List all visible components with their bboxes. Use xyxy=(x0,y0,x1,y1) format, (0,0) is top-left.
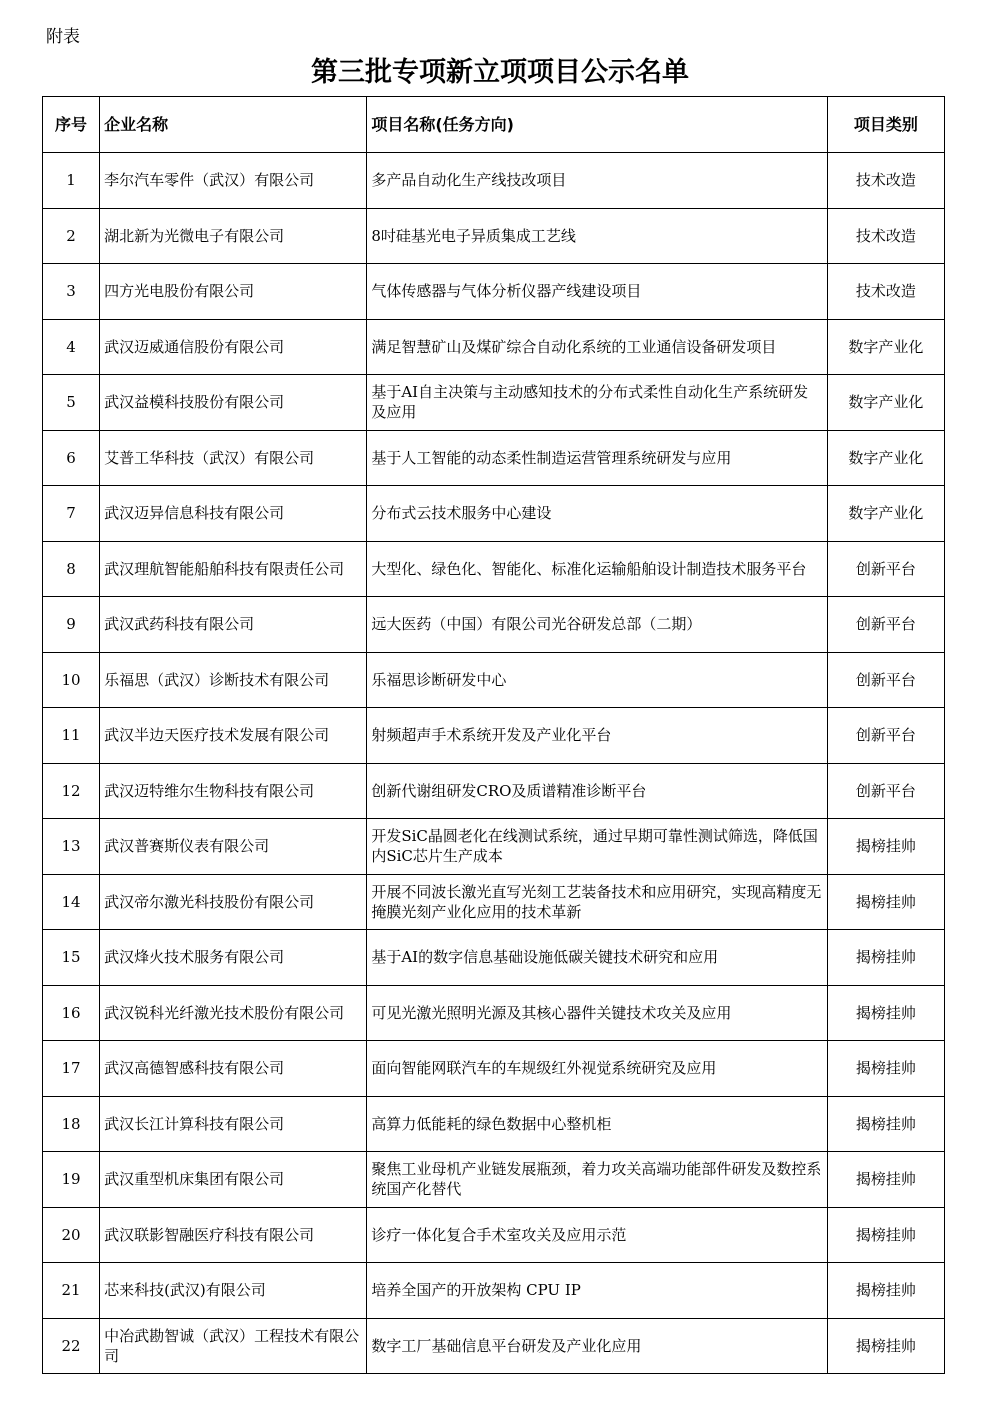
table-row xyxy=(43,153,945,209)
company-name-cell: 武汉长江计算科技有限公司 xyxy=(100,1096,367,1152)
table-row xyxy=(43,430,945,486)
project-category-cell: 数字产业化 xyxy=(827,486,944,542)
table-row xyxy=(43,652,945,708)
project-category-cell: 数字产业化 xyxy=(827,375,944,431)
company-name-cell: 乐福思（武汉）诊断技术有限公司 xyxy=(100,652,367,708)
serial-no-cell: 8 xyxy=(43,541,100,597)
table-header xyxy=(43,97,945,153)
serial-no-cell: 5 xyxy=(43,375,100,431)
project-name-cell: 创新代谢组研发CRO及质谱精准诊断平台 xyxy=(367,763,828,819)
header-project-category: 项目类别 xyxy=(827,97,944,153)
serial-no-cell: 15 xyxy=(43,930,100,986)
project-name-cell: 面向智能网联汽车的车规级红外视觉系统研究及应用 xyxy=(367,1041,828,1097)
header-company-name: 企业名称 xyxy=(100,97,367,153)
company-name-cell: 艾普工华科技（武汉）有限公司 xyxy=(100,430,367,486)
company-name-cell: 武汉普赛斯仪表有限公司 xyxy=(100,819,367,875)
project-name-cell: 大型化、绿色化、智能化、标准化运输船舶设计制造技术服务平台 xyxy=(367,541,828,597)
serial-no-cell: 10 xyxy=(43,652,100,708)
serial-no-cell: 1 xyxy=(43,153,100,209)
project-category-cell: 揭榜挂帅 xyxy=(827,1096,944,1152)
project-category-cell: 技术改造 xyxy=(827,264,944,320)
company-name-cell: 武汉高德智感科技有限公司 xyxy=(100,1041,367,1097)
table-row xyxy=(43,541,945,597)
project-category-cell: 揭榜挂帅 xyxy=(827,930,944,986)
project-category-cell: 创新平台 xyxy=(827,541,944,597)
table-row xyxy=(43,1318,945,1374)
project-name-cell: 聚焦工业母机产业链发展瓶颈，着力攻关高端功能部件研发及数控系统国产化替代 xyxy=(367,1152,828,1208)
company-name-cell: 中冶武勘智诚（武汉）工程技术有限公司 xyxy=(100,1318,367,1374)
project-category-cell: 揭榜挂帅 xyxy=(827,1152,944,1208)
table-row xyxy=(43,708,945,764)
project-name-cell: 乐福思诊断研发中心 xyxy=(367,652,828,708)
table-row xyxy=(43,1096,945,1152)
header-row xyxy=(43,97,945,153)
project-name-cell: 开展不同波长激光直写光刻工艺装备技术和应用研究，实现高精度无掩膜光刻产业化应用的技术革新 xyxy=(367,874,828,930)
project-name-cell: 多产品自动化生产线技改项目 xyxy=(367,153,828,209)
project-name-cell: 高算力低能耗的绿色数据中心整机柜 xyxy=(367,1096,828,1152)
project-category-cell: 揭榜挂帅 xyxy=(827,819,944,875)
serial-no-cell: 2 xyxy=(43,208,100,264)
project-category-cell: 揭榜挂帅 xyxy=(827,1318,944,1374)
project-category-cell: 揭榜挂帅 xyxy=(827,1041,944,1097)
project-category-cell: 揭榜挂帅 xyxy=(827,1263,944,1319)
company-name-cell: 武汉理航智能船舶科技有限责任公司 xyxy=(100,541,367,597)
project-name-cell: 气体传感器与气体分析仪器产线建设项目 xyxy=(367,264,828,320)
company-name-cell: 李尔汽车零件（武汉）有限公司 xyxy=(100,153,367,209)
serial-no-cell: 13 xyxy=(43,819,100,875)
project-category-cell: 创新平台 xyxy=(827,652,944,708)
serial-no-cell: 22 xyxy=(43,1318,100,1374)
serial-no-cell: 20 xyxy=(43,1207,100,1263)
company-name-cell: 武汉帝尔激光科技股份有限公司 xyxy=(100,874,367,930)
table-row xyxy=(43,1041,945,1097)
company-name-cell: 芯来科技(武汉)有限公司 xyxy=(100,1263,367,1319)
page-title: 第三批专项新立项项目公示名单 xyxy=(311,57,689,88)
project-category-cell: 创新平台 xyxy=(827,763,944,819)
project-name-cell: 基于人工智能的动态柔性制造运营管理系统研发与应用 xyxy=(367,430,828,486)
company-name-cell: 武汉联影智融医疗科技有限公司 xyxy=(100,1207,367,1263)
serial-no-cell: 6 xyxy=(43,430,100,486)
serial-no-cell: 19 xyxy=(43,1152,100,1208)
header-project-name: 项目名称(任务方向) xyxy=(367,97,828,153)
serial-no-cell: 18 xyxy=(43,1096,100,1152)
company-name-cell: 武汉锐科光纤激光技术股份有限公司 xyxy=(100,985,367,1041)
project-name-cell: 分布式云技术服务中心建设 xyxy=(367,486,828,542)
project-category-cell: 数字产业化 xyxy=(827,430,944,486)
table-row xyxy=(43,597,945,653)
serial-no-cell: 9 xyxy=(43,597,100,653)
table-row xyxy=(43,1152,945,1208)
project-category-cell: 揭榜挂帅 xyxy=(827,1207,944,1263)
project-name-cell: 基于AI的数字信息基础设施低碳关键技术研究和应用 xyxy=(367,930,828,986)
table-row xyxy=(43,264,945,320)
header-serial-no: 序号 xyxy=(43,97,100,153)
table-row xyxy=(43,1263,945,1319)
table-row xyxy=(43,486,945,542)
annex-label: 附表 xyxy=(46,27,80,47)
project-category-cell: 技术改造 xyxy=(827,208,944,264)
table-row xyxy=(43,985,945,1041)
project-name-cell: 基于AI自主决策与主动感知技术的分布式柔性自动化生产系统研发及应用 xyxy=(367,375,828,431)
serial-no-cell: 7 xyxy=(43,486,100,542)
project-name-cell: 数字工厂基础信息平台研发及产业化应用 xyxy=(367,1318,828,1374)
company-name-cell: 武汉烽火技术服务有限公司 xyxy=(100,930,367,986)
table-row xyxy=(43,819,945,875)
table-row xyxy=(43,874,945,930)
project-category-cell: 揭榜挂帅 xyxy=(827,985,944,1041)
company-name-cell: 武汉武药科技有限公司 xyxy=(100,597,367,653)
project-category-cell: 揭榜挂帅 xyxy=(827,874,944,930)
serial-no-cell: 21 xyxy=(43,1263,100,1319)
project-name-cell: 可见光激光照明光源及其核心器件关键技术攻关及应用 xyxy=(367,985,828,1041)
table-row xyxy=(43,375,945,431)
table-row xyxy=(43,763,945,819)
table-row xyxy=(43,930,945,986)
company-name-cell: 武汉迈特维尔生物科技有限公司 xyxy=(100,763,367,819)
serial-no-cell: 11 xyxy=(43,708,100,764)
serial-no-cell: 12 xyxy=(43,763,100,819)
table-row xyxy=(43,319,945,375)
project-name-cell: 8吋硅基光电子异质集成工艺线 xyxy=(367,208,828,264)
table-body xyxy=(43,153,945,1374)
serial-no-cell: 16 xyxy=(43,985,100,1041)
company-name-cell: 湖北新为光微电子有限公司 xyxy=(100,208,367,264)
serial-no-cell: 17 xyxy=(43,1041,100,1097)
company-name-cell: 武汉益模科技股份有限公司 xyxy=(100,375,367,431)
project-category-cell: 创新平台 xyxy=(827,708,944,764)
table-row xyxy=(43,1207,945,1263)
project-name-cell: 满足智慧矿山及煤矿综合自动化系统的工业通信设备研发项目 xyxy=(367,319,828,375)
company-name-cell: 武汉半边天医疗技术发展有限公司 xyxy=(100,708,367,764)
project-name-cell: 开发SiC晶圆老化在线测试系统，通过早期可靠性测试筛选，降低国内SiC芯片生产成本 xyxy=(367,819,828,875)
project-name-cell: 诊疗一体化复合手术室攻关及应用示范 xyxy=(367,1207,828,1263)
project-list-table xyxy=(42,96,945,1374)
table-row xyxy=(43,208,945,264)
company-name-cell: 武汉迈威通信股份有限公司 xyxy=(100,319,367,375)
serial-no-cell: 4 xyxy=(43,319,100,375)
project-name-cell: 射频超声手术系统开发及产业化平台 xyxy=(367,708,828,764)
project-category-cell: 数字产业化 xyxy=(827,319,944,375)
project-name-cell: 远大医药（中国）有限公司光谷研发总部（二期） xyxy=(367,597,828,653)
project-category-cell: 创新平台 xyxy=(827,597,944,653)
serial-no-cell: 14 xyxy=(43,874,100,930)
serial-no-cell: 3 xyxy=(43,264,100,320)
project-name-cell: 培养全国产的开放架构 CPU IP xyxy=(367,1263,828,1319)
company-name-cell: 武汉迈异信息科技有限公司 xyxy=(100,486,367,542)
company-name-cell: 武汉重型机床集团有限公司 xyxy=(100,1152,367,1208)
company-name-cell: 四方光电股份有限公司 xyxy=(100,264,367,320)
project-category-cell: 技术改造 xyxy=(827,153,944,209)
